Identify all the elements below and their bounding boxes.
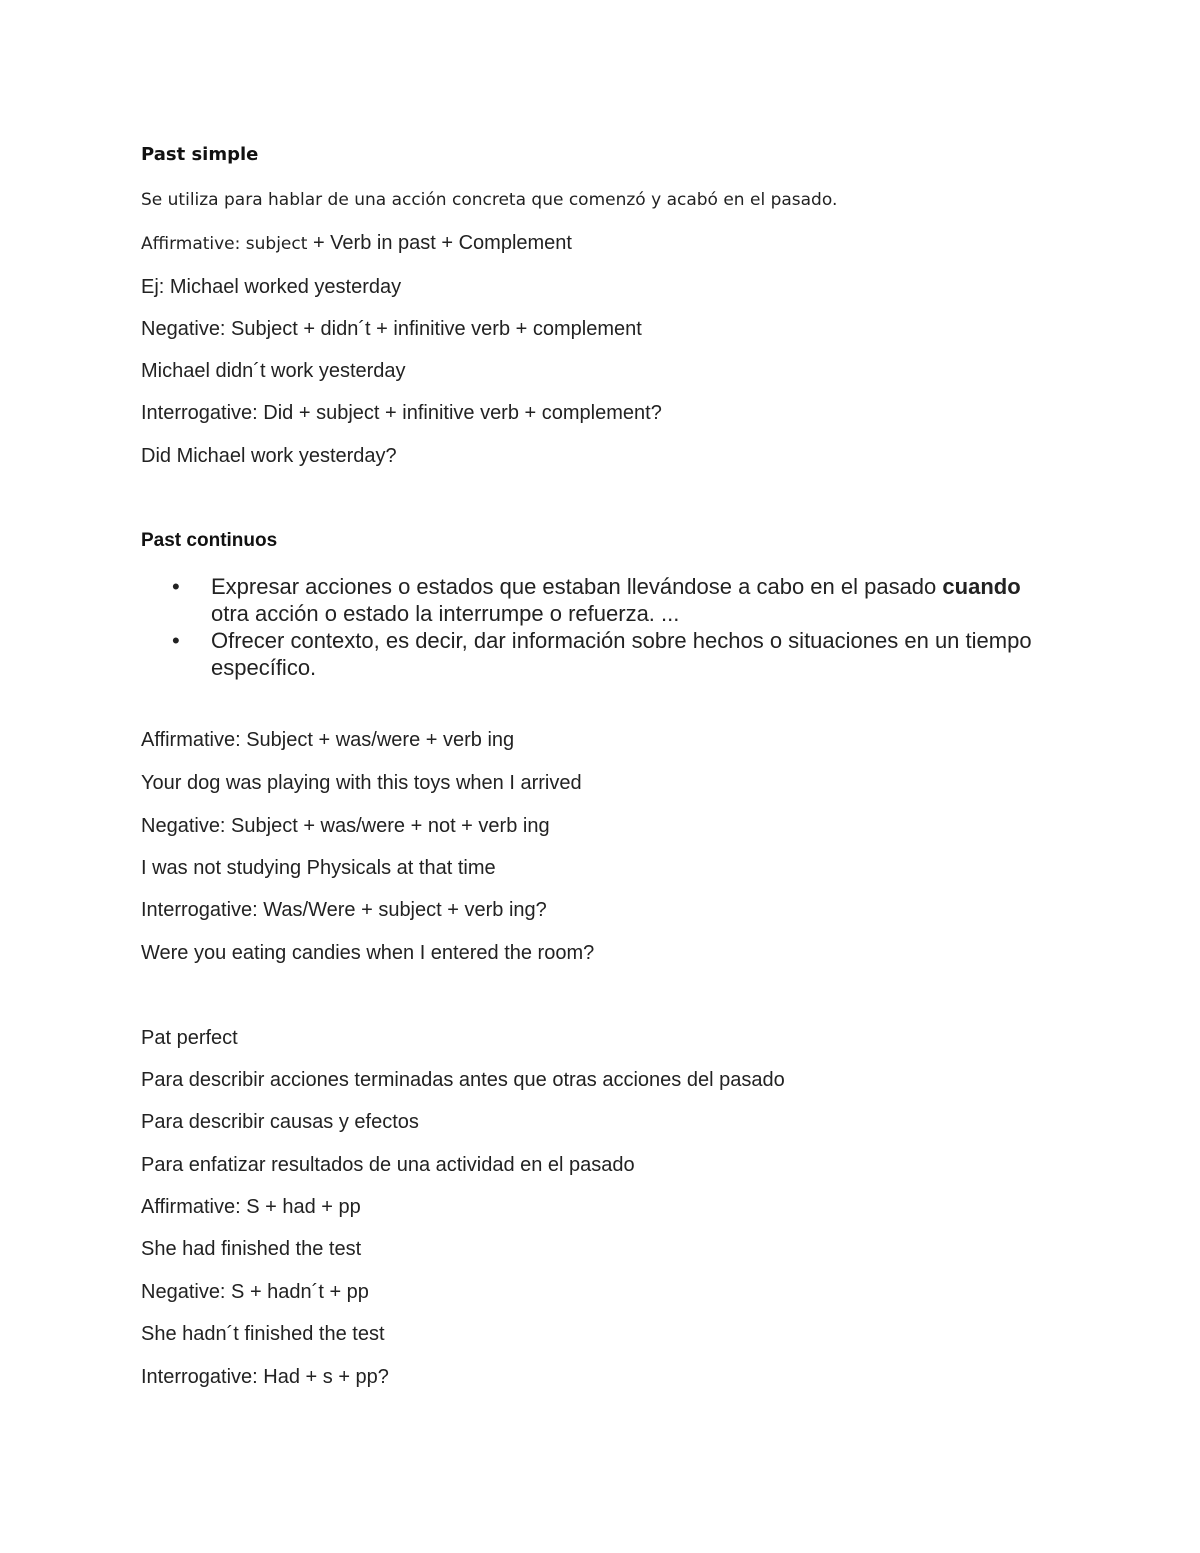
- section-title-past-perfect: Pat perfect: [141, 1027, 238, 1049]
- section-title-past-continuous: Past continuos: [141, 530, 278, 551]
- past-perfect-negative: Negative: S + hadn´t + pp: [141, 1281, 369, 1303]
- past-simple-interrogative: Interrogative: Did + subject + infinitive verb + complement?: [141, 402, 662, 424]
- past-perfect-use-2: Para describir causas y efectos: [141, 1111, 419, 1133]
- past-perfect-use-3: Para enfatizar resultados de una actividad en el pasado: [141, 1154, 635, 1176]
- affirmative-formula: + Verb in past + Complement: [307, 232, 572, 254]
- past-perfect-affirmative: Affirmative: S + had + pp: [141, 1196, 361, 1218]
- past-simple-description: Se utiliza para hablar de una acción concreta que comenzó y acabó en el pasado.: [141, 190, 838, 210]
- past-continuous-example-affirmative: Your dog was playing with this toys when I arrived: [141, 772, 582, 794]
- bullet-text-bold: cuando: [942, 574, 1021, 599]
- past-continuous-negative: Negative: Subject + was/were + not + verb ing: [141, 815, 550, 837]
- past-perfect-example-affirmative: She had finished the test: [141, 1238, 362, 1260]
- bullet-icon: •: [172, 628, 180, 653]
- past-simple-example-interrogative: Did Michael work yesterday?: [141, 445, 397, 467]
- past-perfect-use-1: Para describir acciones terminadas antes que otras acciones del pasado: [141, 1069, 785, 1091]
- list-item: [172, 573, 1052, 627]
- bullet-text-before: Expresar acciones o estados que estaban llevándose a cabo en el pasado: [211, 574, 943, 599]
- bullet-text-before: Ofrecer contexto, es decir, dar información sobre hechos o situaciones en un tiempo específico.: [211, 628, 1032, 680]
- affirmative-label: Affirmative: subject: [141, 234, 308, 254]
- past-perfect-interrogative: Interrogative: Had + s + pp?: [141, 1366, 389, 1388]
- past-simple-affirmative: [141, 231, 572, 256]
- past-perfect-example-negative: She hadn´t finished the test: [141, 1323, 385, 1345]
- past-continuous-bullet-list: [172, 573, 1052, 681]
- past-continuous-example-negative: I was not studying Physicals at that time: [141, 857, 496, 879]
- bullet-text-after: otra acción o estado la interrumpe o refuerza. ...: [211, 601, 680, 626]
- past-continuous-example-interrogative: Were you eating candies when I entered the room?: [141, 942, 595, 964]
- bullet-icon: •: [172, 574, 180, 599]
- past-simple-negative: Negative: Subject + didn´t + infinitive verb + complement: [141, 318, 642, 340]
- past-simple-example-affirmative: Ej: Michael worked yesterday: [141, 276, 402, 298]
- list-item: [172, 627, 1052, 681]
- section-title-past-simple: Past simple: [141, 144, 259, 165]
- past-continuous-affirmative: Affirmative: Subject + was/were + verb ing: [141, 729, 515, 751]
- past-continuous-interrogative: Interrogative: Was/Were + subject + verb ing?: [141, 899, 547, 921]
- past-simple-example-negative: Michael didn´t work yesterday: [141, 360, 406, 382]
